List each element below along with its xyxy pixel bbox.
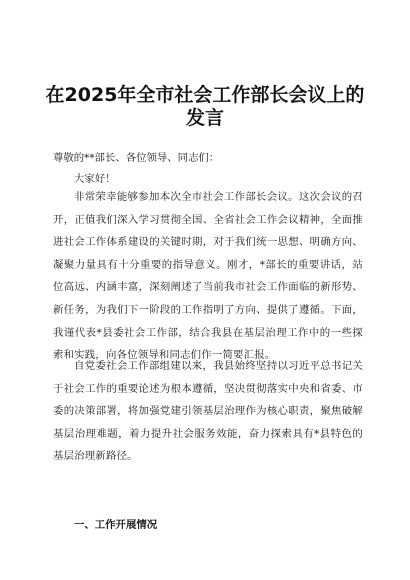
- document-title-line-2: 发言: [185, 107, 224, 129]
- greeting: 大家好！: [74, 173, 116, 185]
- paragraph-overview: 自党委社会工作部组建以来，我县始终坚持以习近平总书记关于社会工作的重要论述为根本遵循，坚决贯彻落实中央和省委、市委的决策部署，将加强党建引领基层治理作为核心职责，聚焦破解基层治理难题，着力提升社会服务效能，奋力探索具有*县特色的基层治理新路径。: [53, 360, 363, 463]
- paragraph-opening: 非常荣幸能够参加本次全市社会工作部长会议。这次会议的召开，正值我们深入学习贯彻全国、全省社会工作会议精神，全面推进社会工作体系建设的关键时期，对于我们统一思想、明确方向、凝聚力量具有十分重要的指导意义。刚才，*部长的重要讲话，站位高远、内涵丰富，深刻阐述了当前我市社会工作面临的新形势、新任务，为我们下一阶段的工作指明了方向、提供了遵循。下面，我谨代表*县委社会工作部，结合我县在基层治理工作中的一些探索和实践，向各位领导和同志们作一简要汇报。: [53, 191, 363, 362]
- section-heading: 一、工作开展情况: [74, 519, 158, 531]
- salutation: 尊敬的**部长、各位领导、同志们：: [53, 152, 220, 164]
- document-title-line-1: 在2025年全市社会工作部长会议上的: [45, 84, 365, 106]
